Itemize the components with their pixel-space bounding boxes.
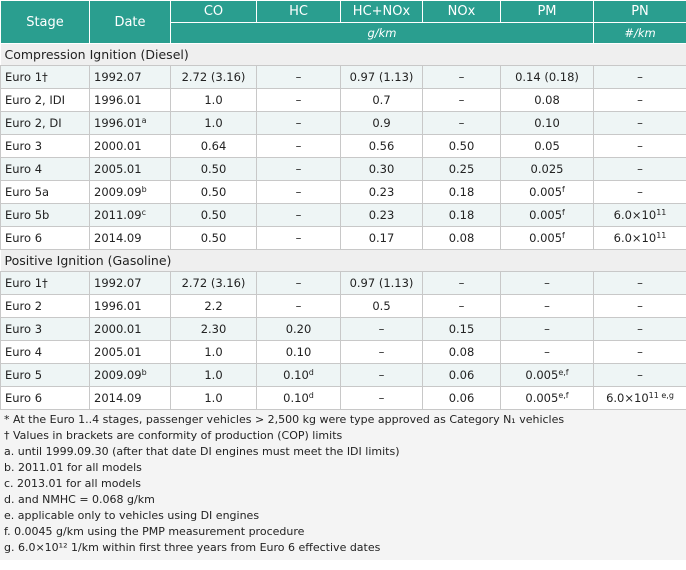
- cell-nox: 0.25: [423, 158, 501, 181]
- cell-pm: 0.005$^{e,f}$: [501, 364, 594, 387]
- section-title: Positive Ignition (Gasoline): [1, 250, 686, 272]
- table-row: [1, 158, 686, 181]
- cell-pn: –: [594, 341, 686, 364]
- cell-date: 2005.01: [90, 158, 171, 181]
- cell-co: 0.64: [171, 135, 257, 158]
- cell-pm: –: [501, 295, 594, 318]
- cell-hcnox: 0.23: [341, 204, 423, 227]
- cell-pn: –: [594, 112, 686, 135]
- cell-stage: Euro 1†: [1, 272, 90, 295]
- table-row: [1, 364, 686, 387]
- cell-co: 0.50: [171, 227, 257, 250]
- cell-nox: 0.08: [423, 227, 501, 250]
- cell-hcnox: 0.5: [341, 295, 423, 318]
- cell-hcnox: –: [341, 364, 423, 387]
- cell-hc: –: [257, 204, 341, 227]
- header-date: Date: [90, 1, 171, 44]
- cell-co: 0.50: [171, 204, 257, 227]
- cell-hcnox: 0.17: [341, 227, 423, 250]
- header-pn: PN: [594, 1, 686, 23]
- table-row: [1, 295, 686, 318]
- cell-date: 2000.01: [90, 318, 171, 341]
- cell-hc: –: [257, 295, 341, 318]
- cell-nox: 0.18: [423, 181, 501, 204]
- cell-date: 2005.01: [90, 341, 171, 364]
- cell-hc: –: [257, 272, 341, 295]
- table-row: [1, 66, 686, 89]
- cell-hcnox: 0.97 (1.13): [341, 66, 423, 89]
- cell-stage: Euro 6: [1, 227, 90, 250]
- cell-hc: –: [257, 227, 341, 250]
- table-row: [1, 341, 686, 364]
- cell-pn: –: [594, 89, 686, 112]
- cell-co: 2.2: [171, 295, 257, 318]
- cell-hc: –: [257, 181, 341, 204]
- cell-co: 1.0: [171, 387, 257, 410]
- cell-hc: –: [257, 135, 341, 158]
- cell-pn: –: [594, 66, 686, 89]
- cell-stage: Euro 5a: [1, 181, 90, 204]
- table-row: [1, 89, 686, 112]
- cell-nox: 0.08: [423, 341, 501, 364]
- footnote: b. 2011.01 for all models: [4, 461, 142, 474]
- cell-hc: 0.10$^d$: [257, 387, 341, 410]
- cell-stage: Euro 5b: [1, 204, 90, 227]
- header-pm: PM: [501, 1, 594, 23]
- header-nox: NOx: [423, 1, 501, 23]
- cell-date: 1996.01: [90, 295, 171, 318]
- cell-hc: 0.20: [257, 318, 341, 341]
- cell-pn: –: [594, 295, 686, 318]
- footnote: g. 6.0×10¹² 1/km within first three years from Euro 6 effective dates: [4, 541, 381, 554]
- cell-pm: 0.14 (0.18): [501, 66, 594, 89]
- cell-hcnox: 0.23: [341, 181, 423, 204]
- footnote: † Values in brackets are conformity of production (COP) limits: [4, 429, 343, 442]
- cell-pm: 0.005$^f$: [501, 204, 594, 227]
- unit-mass: g/km: [171, 23, 594, 44]
- cell-pn: $6.0\times 10^{11 e,g}$: [594, 387, 686, 410]
- cell-pn: $6.0\times 10^{11}$: [594, 227, 686, 250]
- footnote: d. and NMHC = 0.068 g/km: [4, 493, 155, 506]
- cell-hcnox: 0.56: [341, 135, 423, 158]
- footnote: e. applicable only to vehicles using DI engines: [4, 509, 260, 522]
- cell-date: 2009.09$^b$: [90, 364, 171, 387]
- cell-pm: –: [501, 318, 594, 341]
- cell-co: 2.30: [171, 318, 257, 341]
- cell-hcnox: 0.30: [341, 158, 423, 181]
- cell-date: 2014.09: [90, 387, 171, 410]
- cell-nox: 0.50: [423, 135, 501, 158]
- cell-nox: 0.06: [423, 364, 501, 387]
- table-row: [1, 112, 686, 135]
- cell-stage: Euro 6: [1, 387, 90, 410]
- header-co: CO: [171, 1, 257, 23]
- footnote: * At the Euro 1..4 stages, passenger vehicles > 2,500 kg were type approved as Category N₁ vehicles: [4, 413, 565, 426]
- cell-hc: –: [257, 112, 341, 135]
- cell-co: 0.50: [171, 158, 257, 181]
- cell-nox: –: [423, 89, 501, 112]
- cell-date: 2009.09$^b$: [90, 181, 171, 204]
- cell-stage: Euro 2, IDI: [1, 89, 90, 112]
- table-row: [1, 272, 686, 295]
- cell-hcnox: –: [341, 318, 423, 341]
- cell-stage: Euro 2, DI: [1, 112, 90, 135]
- cell-pm: –: [501, 341, 594, 364]
- cell-date: 1992.07: [90, 66, 171, 89]
- cell-pm: 0.025: [501, 158, 594, 181]
- cell-co: 1.0: [171, 341, 257, 364]
- footnote: f. 0.0045 g/km using the PMP measurement procedure: [4, 525, 305, 538]
- cell-pn: –: [594, 158, 686, 181]
- cell-pn: –: [594, 135, 686, 158]
- cell-pn: $6.0\times 10^{11}$: [594, 204, 686, 227]
- cell-pm: 0.05: [501, 135, 594, 158]
- table-body: [1, 44, 686, 410]
- cell-nox: –: [423, 66, 501, 89]
- cell-pm: 0.005$^f$: [501, 227, 594, 250]
- cell-hcnox: –: [341, 387, 423, 410]
- table-row: [1, 318, 686, 341]
- cell-pm: 0.005$^f$: [501, 181, 594, 204]
- cell-nox: 0.15: [423, 318, 501, 341]
- footnote: c. 2013.01 for all models: [4, 477, 141, 490]
- table-row: [1, 181, 686, 204]
- cell-hc: 0.10$^d$: [257, 364, 341, 387]
- header-hc: HC: [257, 1, 341, 23]
- cell-pn: –: [594, 181, 686, 204]
- table-row: [1, 204, 686, 227]
- cell-pm: –: [501, 272, 594, 295]
- unit-pn: #/km: [594, 23, 686, 44]
- table-row: [1, 387, 686, 410]
- cell-co: 2.72 (3.16): [171, 66, 257, 89]
- cell-stage: Euro 1†: [1, 66, 90, 89]
- cell-pm: 0.10: [501, 112, 594, 135]
- cell-co: 1.0: [171, 364, 257, 387]
- cell-stage: Euro 3: [1, 135, 90, 158]
- cell-date: 2000.01: [90, 135, 171, 158]
- cell-nox: –: [423, 272, 501, 295]
- cell-hc: –: [257, 66, 341, 89]
- cell-stage: Euro 4: [1, 341, 90, 364]
- cell-pm: 0.005$^{e,f}$: [501, 387, 594, 410]
- cell-co: 1.0: [171, 112, 257, 135]
- cell-hcnox: 0.97 (1.13): [341, 272, 423, 295]
- cell-stage: Euro 4: [1, 158, 90, 181]
- cell-pn: –: [594, 318, 686, 341]
- footnote: a. until 1999.09.30 (after that date DI engines must meet the IDI limits): [4, 445, 400, 458]
- cell-pn: –: [594, 364, 686, 387]
- cell-pm: 0.08: [501, 89, 594, 112]
- cell-pn: –: [594, 272, 686, 295]
- cell-hc: –: [257, 158, 341, 181]
- cell-stage: Euro 2: [1, 295, 90, 318]
- footnotes: [0, 410, 686, 560]
- cell-date: 1996.01: [90, 89, 171, 112]
- cell-date: 1996.01$^a$: [90, 112, 171, 135]
- cell-co: 1.0: [171, 89, 257, 112]
- section-title: Compression Ignition (Diesel): [1, 44, 686, 66]
- header-hcnox: HC+NOx: [341, 1, 423, 23]
- cell-date: 2011.09$^c$: [90, 204, 171, 227]
- cell-date: 2014.09: [90, 227, 171, 250]
- cell-stage: Euro 5: [1, 364, 90, 387]
- cell-nox: 0.06: [423, 387, 501, 410]
- cell-hcnox: –: [341, 341, 423, 364]
- cell-date: 1992.07: [90, 272, 171, 295]
- cell-nox: 0.18: [423, 204, 501, 227]
- cell-co: 2.72 (3.16): [171, 272, 257, 295]
- table-row: [1, 135, 686, 158]
- header-stage: Stage: [1, 1, 90, 44]
- cell-hc: –: [257, 89, 341, 112]
- cell-hcnox: 0.7: [341, 89, 423, 112]
- cell-nox: –: [423, 112, 501, 135]
- cell-stage: Euro 3: [1, 318, 90, 341]
- cell-co: 0.50: [171, 181, 257, 204]
- cell-hc: 0.10: [257, 341, 341, 364]
- cell-hcnox: 0.9: [341, 112, 423, 135]
- cell-nox: –: [423, 295, 501, 318]
- table-row: [1, 227, 686, 250]
